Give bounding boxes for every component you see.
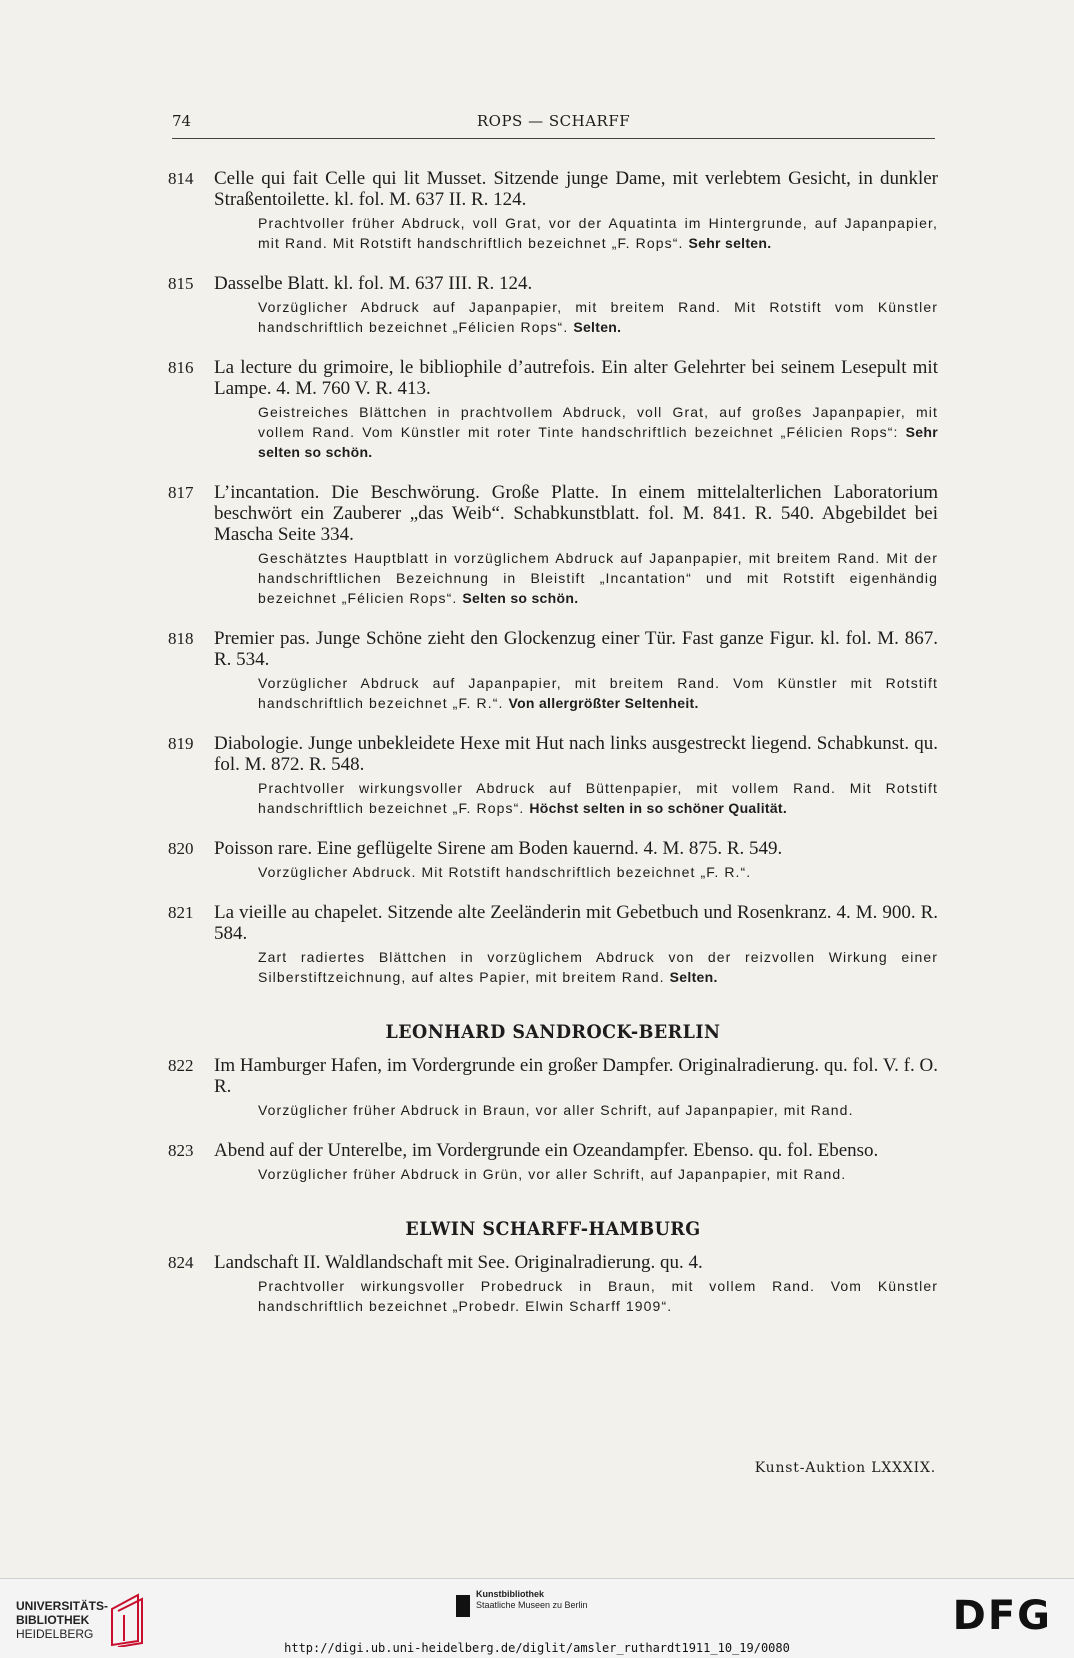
catalog-entry-824 [168, 1252, 938, 1316]
dfg-logo[interactable]: DFG [952, 1593, 1052, 1639]
entry-description: Zart radiertes Blättchen in vorzüglichem Abdruck von der reizvollen Wirkung einer Silberstiftzeichnung, auf altes Papier, mit breitem Rand. [258, 949, 938, 985]
entry-description: Vorzüglicher früher Abdruck in Braun, vor aller Schrift, auf Japanpapier, mit Rand. [258, 1102, 854, 1118]
entry-description: Prachtvoller früher Abdruck, voll Grat, vor der Aquatinta im Hintergrunde, auf Japanpapier, mit Rand. Mit Rotstift handschriftlich bezeichnet „F. Rops“. [258, 215, 938, 251]
catalog-entry-817 [168, 482, 938, 608]
catalog-entry-818 [168, 628, 938, 713]
entry-note: Von allergrößter Seltenheit. [508, 695, 699, 711]
ub-heidelberg-logo[interactable] [16, 1599, 108, 1641]
entry-description: Geistreiches Blättchen in prachtvollem Abdruck, voll Grat, auf großes Japanpapier, mit vollem Rand. Vom Künstler mit roter Tinte handschriftlich bezeichnet „Félicien Rops“: [258, 404, 938, 440]
catalog-entry-816 [168, 357, 938, 462]
entry-title: Poisson rare. Eine geflügelte Sirene am Boden kauernd. 4. M. 875. R. 549. [214, 838, 783, 859]
entry-number: 816 [168, 358, 194, 377]
catalog-entries [168, 168, 938, 1336]
section-heading-scharff: ELWIN SCHARFF-HAMBURG [405, 1218, 701, 1240]
entry-description: Vorzüglicher Abdruck auf Japanpapier, mit breitem Rand. Mit Rotstift vom Künstler handschriftlich bezeichnet „Félicien Rops“. [258, 299, 938, 335]
entry-note: Sehr selten so schön. [258, 424, 938, 460]
entry-note: Selten. [669, 969, 718, 985]
kb-logo-line2: Staatliche Museen zu Berlin [476, 1600, 588, 1610]
entry-description: Vorzüglicher früher Abdruck in Grün, vor aller Schrift, auf Japanpapier, mit Rand. [258, 1166, 847, 1182]
entry-description: Prachtvoller wirkungsvoller Abdruck auf Büttenpapier, mit vollem Rand. Mit Rotstift handschriftlich bezeichnet „F. Rops“. [258, 780, 938, 816]
entry-number: 820 [168, 839, 194, 858]
page-number: 74 [172, 112, 192, 130]
catalog-entry-815 [168, 273, 938, 337]
entry-number: 821 [168, 903, 194, 922]
entry-note: Sehr selten. [688, 235, 772, 251]
permalink-url[interactable]: http://digi.ub.uni-heidelberg.de/diglit/amsler_ruthardt1911_10_19/0080 [284, 1641, 790, 1655]
entry-title: Dasselbe Blatt. kl. fol. M. 637 III. R. 124. [214, 273, 533, 294]
entry-description: Geschätztes Hauptblatt in vorzüglichem Abdruck auf Japanpapier, mit breitem Rand. Mit der handschriftlichen Bezeichnung in Bleistift „Incantation“ und mit Rotstift eigenhändig bezeichnet „Félicien Rops“. [258, 550, 938, 606]
catalog-entry-821 [168, 902, 938, 987]
entry-title: Premier pas. Junge Schöne zieht den Glockenzug einer Tür. Fast ganze Figur. kl. fol. M. 867. R. 534. [214, 628, 938, 670]
running-head: ROPS — SCHARFF [476, 112, 631, 130]
catalog-entry-814 [168, 168, 938, 253]
entry-title: Celle qui fait Celle qui lit Musset. Sitzende junge Dame, mit verlebtem Gesicht, in dunkler Straßentoilette. kl. fol. M. 637 II. R. 124. [214, 168, 938, 210]
entry-number: 819 [168, 734, 194, 753]
catalog-entry-819 [168, 733, 938, 818]
entry-number: 817 [168, 483, 194, 502]
ub-logo-line1: UNIVERSITÄTS- [16, 1599, 109, 1613]
entry-title: La lecture du grimoire, le bibliophile d’autrefois. Ein alter Gelehrter bei seinem Lesepult mit Lampe. 4. M. 760 V. R. 413. [214, 357, 938, 399]
catalog-entry-823 [168, 1140, 938, 1184]
entry-number: 814 [168, 169, 194, 188]
ub-logo-mark-icon [108, 1591, 148, 1647]
page-header [172, 108, 935, 139]
kunstbibliothek-mark-icon [456, 1595, 470, 1617]
entry-description: Vorzüglicher Abdruck. Mit Rotstift handschriftlich bezeichnet „F. R.“. [258, 864, 752, 880]
entry-title: Landschaft II. Waldlandschaft mit See. Originalradierung. qu. 4. [214, 1252, 703, 1273]
entry-number: 822 [168, 1056, 194, 1075]
auction-footer-note: Kunst-Auktion LXXXIX. [754, 1460, 936, 1476]
entry-note: Selten. [573, 319, 622, 335]
entry-note: Höchst selten in so schöner Qualität. [529, 800, 788, 816]
entry-description: Prachtvoller wirkungsvoller Probedruck in Braun, mit vollem Rand. Vom Künstler handschriftlich bezeichnet „Probedr. Elwin Scharff 1909“. [258, 1278, 938, 1314]
entry-title: Im Hamburger Hafen, im Vordergrunde ein großer Dampfer. Originalradierung. qu. fol. V. f. O. R. [214, 1055, 938, 1097]
entry-title: Abend auf der Unterelbe, im Vordergrunde ein Ozeandampfer. Ebenso. qu. fol. Ebenso. [214, 1140, 879, 1161]
ub-logo-line2: BIBLIOTHEK [16, 1613, 90, 1627]
viewer-footer-bar [0, 1578, 1074, 1658]
entry-number: 815 [168, 274, 194, 293]
entry-title: La vieille au chapelet. Sitzende alte Zeeländerin mit Gebetbuch und Rosenkranz. 4. M. 900. R. 584. [214, 902, 938, 944]
entry-description: Vorzüglicher Abdruck auf Japanpapier, mit breitem Rand. Vom Künstler mit Rotstift handschriftlich bezeichnet „F. R.“. [258, 675, 938, 711]
entry-number: 823 [168, 1141, 194, 1160]
catalog-entry-820 [168, 838, 938, 882]
entry-number: 824 [168, 1253, 194, 1272]
catalog-entry-822 [168, 1055, 938, 1120]
ub-logo-line3: HEIDELBERG [16, 1627, 94, 1641]
section-heading-sandrock: LEONHARD SANDROCK-BERLIN [385, 1021, 721, 1043]
entry-title: L’incantation. Die Beschwörung. Große Platte. In einem mittelalterlichen Laboratorium beschwört ein Zauberer „das Weib“. Schabkunstblatt. fol. M. 841. R. 540. Abgebildet bei Mascha Seite 334. [214, 482, 938, 545]
entry-note: Selten so schön. [462, 590, 579, 606]
kb-logo-line1: Kunstbibliothek [476, 1589, 544, 1599]
entry-title: Diabologie. Junge unbekleidete Hexe mit Hut nach links ausgestreckt liegend. Schabkunst. qu. fol. M. 872. R. 548. [214, 733, 938, 775]
entry-number: 818 [168, 629, 194, 648]
